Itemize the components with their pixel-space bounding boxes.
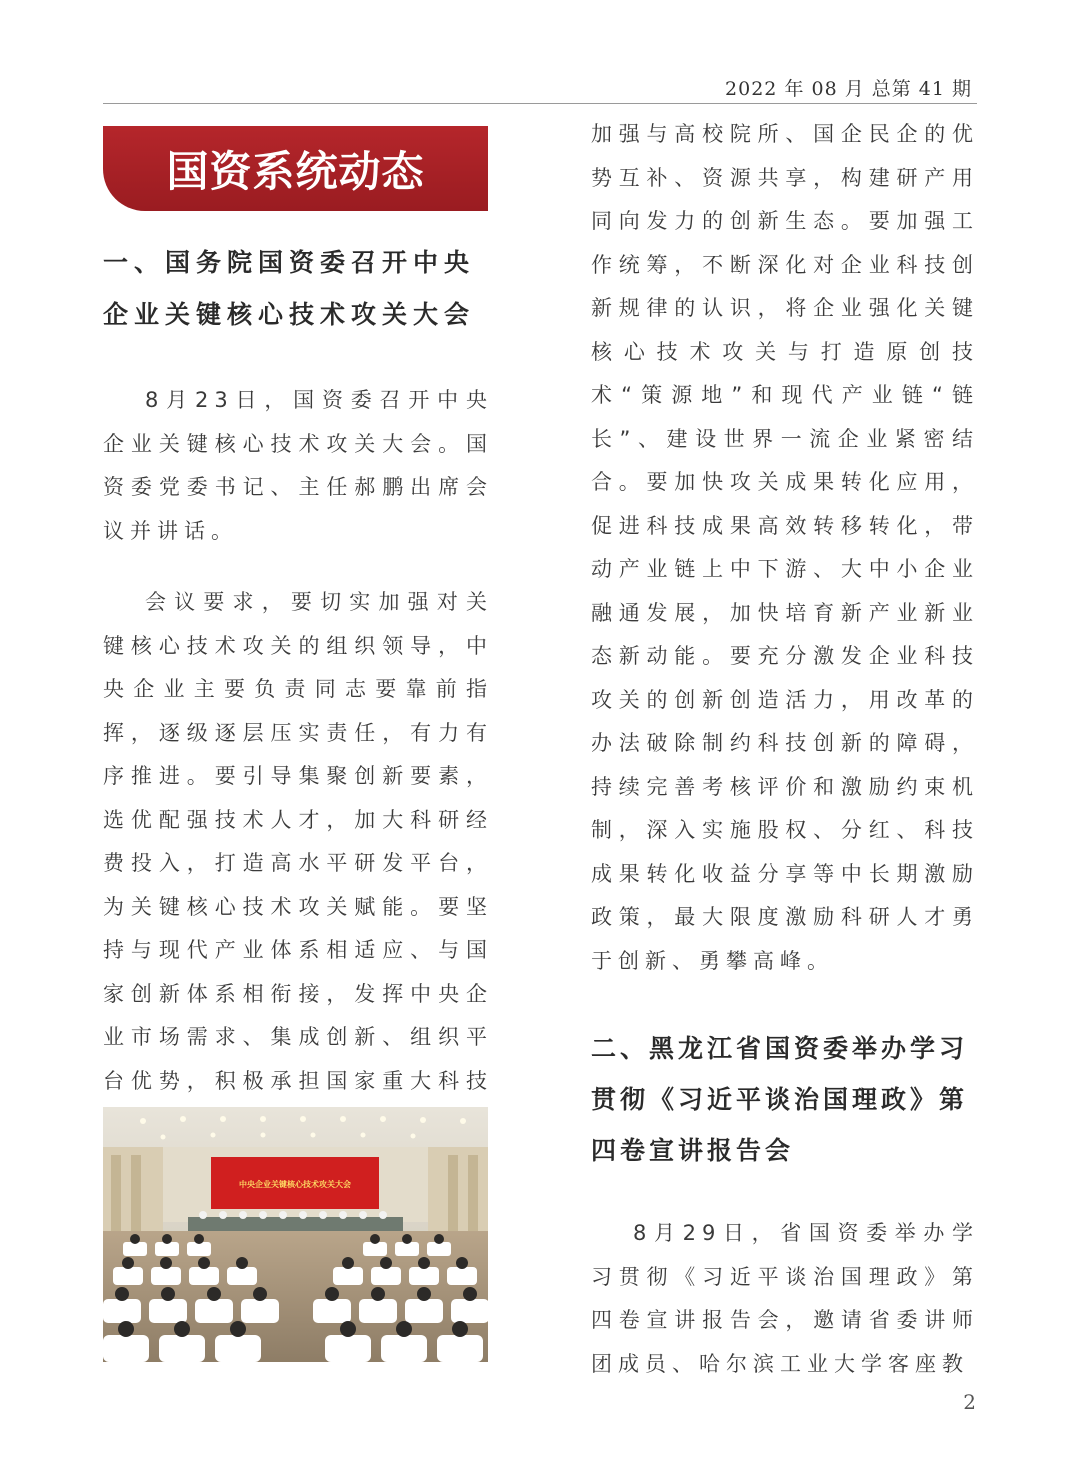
section-title: 国资系统动态 bbox=[166, 146, 425, 196]
article1-paragraph-2-continued: 加强与高校院所、国企民企的优势互补、资源共享，构建研产用同向发力的创新生态。要加强工作统筹，不断深化对企业科技创新规律的认识，将企业强化关键核心技术攻关与打造原创技术“策源地”和现代产业链“链长”、建设世界一流企业紧密结合。要加快攻关成果转化应用，促进科技成果高效转移转化，带动产业链上中下游、大中小企业融通发展，加快培育新产业新业态新动能。要充分激发企业科技攻关的创新创造活力，用改革的办法破除制约科技创新的障碍，持续完善考核评价和激励约束机制，深入实施股权、分红、科技成果转化收益分享等中长期激励政策，最大限度激励科研人才勇于创新、勇攀高峰。 bbox=[591, 122, 979, 973]
right-column bbox=[591, 113, 979, 1386]
section-banner bbox=[103, 126, 488, 211]
article1-heading: 一、国务院国资委召开中央企业关键核心技术攻关大会 bbox=[103, 248, 476, 329]
issue-info: 2022 年 08 月 总第 41 期 bbox=[725, 78, 972, 100]
page-number: 2 bbox=[963, 1390, 976, 1414]
meeting-photo bbox=[103, 1107, 488, 1362]
article2-paragraph-1: 8月29日，省国资委举办学习贯彻《习近平谈治国理政》第四卷宣讲报告会，邀请省委讲师团成员、哈尔滨工业大学客座教 bbox=[591, 1221, 979, 1376]
header-divider bbox=[103, 103, 977, 104]
article2-heading: 二、黑龙江省国资委举办学习贯彻《习近平谈治国理政》第四卷宣讲报告会 bbox=[591, 1034, 969, 1165]
photo-banner-text: 中央企业关键核心技术攻关大会 bbox=[239, 1180, 351, 1189]
article1-paragraph-2: 会议要求，要切实加强对关键核心技术攻关的组织领导，中央企业主要负责同志要靠前指挥，逐级逐层压实责任，有力有序推进。要引导集聚创新要素，选优配强技术人才，加大科研经费投入，打造高水平研发平台，为关键核心技术攻关赋能。要坚持与现代产业体系相适应、与国家创新体系相衔接，发挥中央企业市场需求、集成创新、组织平台优势，积极承担国家重大科技 bbox=[103, 590, 493, 1093]
article1-paragraph-1: 8月23日，国资委召开中央企业关键核心技术攻关大会。国资委党委书记、主任郝鹏出席会议并讲话。 bbox=[103, 388, 493, 543]
left-column bbox=[103, 237, 493, 1147]
